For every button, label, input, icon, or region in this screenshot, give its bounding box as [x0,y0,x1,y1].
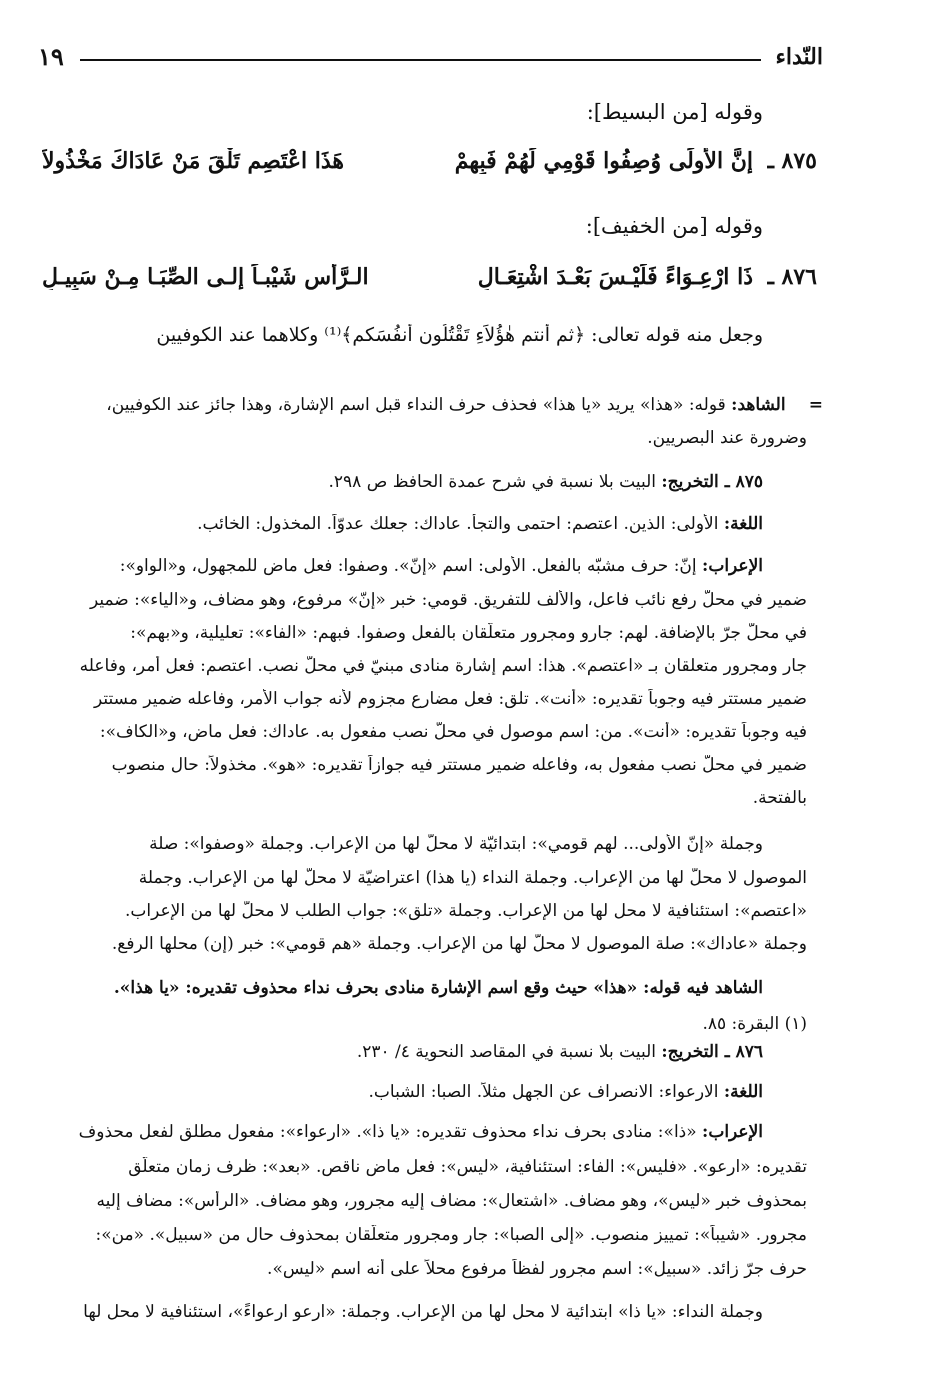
intro-line-875: وقوله [من البسيط]: [586,100,763,124]
irab-875-text: إنّ: حرف مشبّه بالفعل. الأولى: اسم «إنّ». وصفوا: فعل ماضٍ للمجهول، و«الواو»: [119,556,697,576]
lugha-876-text: الارعواء: الانصراف عن الجهل مثلاً. الصبا: الشباب. [368,1082,719,1102]
footnote-shahid-prev-2 [38,428,807,448]
shahid-label: الشاهد: [731,395,786,415]
shahid-prev-line2: وضرورة عند البصريين. [647,428,807,448]
takhrij-876-label: ٨٧٦ ـ التخريج: [661,1042,763,1062]
page-number: ١٩ [38,42,64,71]
verse-876-number: ٨٧٦ ـ [767,264,817,290]
lugha-875-text: الأولى: الذين. اعتصم: احتمى والتجأ. عاداك: جعلك عدوّاً. المخذول: الخائب. [197,514,719,534]
irab-875-line-6: فيه وجوباً تقديره: «أنت». من: اسم موصول في محلّ نصب مفعول به. عاداك: فعل ماضٍ، و«الكاف»: [99,722,807,742]
footnote-takhrij-876 [38,1042,763,1062]
verse-875-number: ٨٧٥ ـ [767,148,817,174]
irab-875-line-4: جار ومجرور متعلقان بـ «اعتصم». هذا: اسم إشارة منادى مبنيّ في محلّ نصب. اعتصم: فعل أمر، وفاعله [79,656,807,676]
jumal-875-line-2: الموصول لا محلّ لها من الإعراب. وجملة النداء (يا هذا) اعتراضيّة لا محلّ لها من الإعراب. وجملة [138,868,807,888]
takhrij-875-text: البيت بلا نسبة في شرح عمدة الحافظ ص ٢٩٨. [328,472,656,492]
irab-875-line-8: بالفتحة. [752,788,807,808]
continuation-mark: = [791,395,823,415]
footnote-baqara: (١) البقرة: ٨٥. [702,1014,807,1034]
jumal-875-line-3: «اعتصم»: استئنافية لا محل لها من الإعراب. وجملة «تلق»: جواب الطلب لا محلّ لها من الإعراب. [124,901,807,921]
takhrij-876-text: البيت بلا نسبة في المقاصد النحوية ٤/ ٢٣٠. [356,1042,656,1062]
irab-876-line-3: بمحذوف خبر «ليس»، وهو مضاف. «اشتعال»: مضاف إليه مجرور، وهو مضاف. «الرأس»: مضاف إليه [96,1191,807,1211]
shahid-875: الشاهد فيه قوله: «هذا» حيث وقع اسم الإشارة منادى بحرف نداء محذوف تقديره: «يا هذا». [113,978,763,998]
intro-line-876: وقوله [من الخفيف]: [585,214,763,238]
lugha-875-label: اللغة: [723,514,763,534]
footnote-shahid-prev-1 [38,395,823,415]
irab-875-line-7: ضمير في محلّ نصب مفعول به، وفاعله ضمير مستتر فيه جوازاً تقديره: «هو». مخذولاً: حال منصوب [111,755,807,775]
verse-876-sadr: ذَا ارْعِـوَاءً فَلَيْـسَ بَعْـدَ اشْتِعَـالِ [477,264,753,290]
shahid-prev-line1: قوله: «هذا» يريد «يا هذا» فحذف حرف النداء قبل اسم الإشارة، وهذا جائز عند الكوفيين، [106,395,726,415]
irab-875-line-5: ضمير مستتر فيه وجوباً تقديره: «أنت». تلق: فعل مضارع مجزوم لأنه جواب الأمر، وفاعله ضمير مستتر [94,689,807,709]
irab-875-line-1 [38,556,763,576]
irab-876-label: الإعراب: [702,1122,763,1142]
header-rule [80,59,761,61]
footnote-takhrij-875 [38,472,763,492]
footnote-lugha-876 [38,1082,763,1102]
irab-876-line-5: حرف جرّ زائد. «سبيل»: اسم مجرور لفظاً مرفوع محلاً على أنه اسم «ليس». [267,1259,807,1279]
jumal-875-line-1: وجملة «إنّ الأولى... لهم قومي»: ابتدائيّة لا محلّ لها من الإعراب. وجملة «وصفوا»: صلة [149,834,763,854]
chapter-title: النّداء [775,44,823,70]
body-text-line: وجعل منه قوله تعالى: ﴿ثم أنتم هٰؤُلاَءِ تَقْتُلُون أنفُسَكم﴾⁽¹⁾ وكلاهما عند الكوفيين [156,324,763,346]
irab-876-text: «ذا»: منادى بحرف نداء محذوف تقديره: «يا ذا». «ارعواء»: مفعول مطلق لفعل محذوف [78,1122,697,1142]
lugha-876-label: اللغة: [723,1082,763,1102]
jumal-875-line-4: وجملة «عاداك»: صلة الموصول لا محلّ لها من الإعراب. وجملة «هم قومي»: خبر (إن) محلها الرفع. [111,934,807,954]
verse-875-ajz: هَذَا اعْتَصِم تَلْقَ مَنْ عَادَاكَ مَخْذُولاَ [42,148,345,174]
takhrij-875-label: ٨٧٥ ـ التخريج: [661,472,763,492]
verse-876-ajz: الـرَّأسِ شَيْبـاً إلـى الصِّبَـا مِـنْ سَبِيـلِ [42,264,369,290]
page-header [38,42,823,72]
footnote-lugha-875 [38,514,763,534]
irab-875-line-2: ضمير في محلّ رفع نائب فاعل، والألف للتفريق. قومي: خبر «إنّ» مرفوع، وهو مضاف، و«الياء»: ضمير [89,590,807,610]
irab-875-label: الإعراب: [702,556,763,576]
verse-875-sadr: إنَّ الأُولَى وُصِفُوا قَوْمِي لَهُمْ فَبِهِمْ [454,148,753,174]
irab-876-line-1 [38,1122,763,1142]
irab-876-line-2: تقديره: «ارعو». «فليس»: الفاء: استئنافية، «ليس»: فعل ماضٍ ناقص. «بعد»: ظرف زمان متعلّق [128,1157,807,1177]
irab-875-line-3: في محلّ جرّ بالإضافة. لهم: جارو ومجرور متعلّقان بالفعل وصفوا. فبهم: «الفاء»: تعليلية، و«بهم»: [130,623,807,643]
jumal-876: وجملة النداء: «يا ذا» ابتدائية لا محل لها من الإعراب. وجملة: «ارعو ارعواءً»، استئنافية لا محل لها [83,1302,763,1322]
irab-876-line-4: مجرور. «شيباً»: تمييز منصوب. «إلى الصبا»: جار ومجرور متعلّقان بمحذوف حال من «سبيل». «من»: [95,1225,807,1245]
